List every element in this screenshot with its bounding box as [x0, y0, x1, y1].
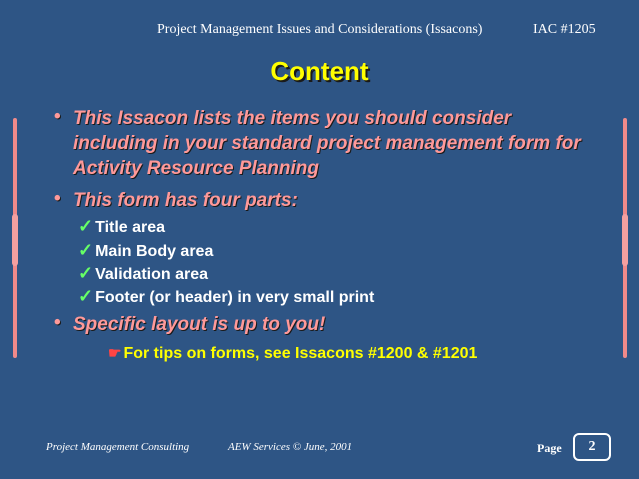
bullet-text: Specific layout is up to you! — [73, 314, 326, 335]
check-item — [78, 240, 213, 261]
header-title: Project Management Issues and Considerations (Issacons) — [157, 22, 483, 37]
page-number-box: 2 — [573, 433, 611, 461]
checkmark-icon: ✓ — [78, 240, 94, 260]
check-item — [78, 216, 165, 237]
bullet-text: This Issacon lists the items you should consider including in your standard project management form for Activity Resource Planning — [73, 108, 581, 179]
bullet-dot-icon: • — [54, 312, 61, 333]
check-item-text: Main Body area — [95, 243, 214, 260]
check-item-text: Title area — [95, 219, 166, 236]
footer-copyright: AEW Services © June, 2001 — [228, 441, 353, 453]
bullet-item — [54, 312, 325, 337]
tip-text: For tips on forms, see Issacons #1200 & #1201 — [123, 345, 478, 362]
check-item — [78, 286, 374, 307]
check-item-text: Footer (or header) in very small print — [95, 289, 375, 306]
page-label: Page — [537, 441, 562, 455]
bullet-item — [54, 188, 298, 213]
bullet-dot-icon: • — [54, 188, 61, 209]
header-code: IAC #1205 — [533, 22, 596, 37]
left-accent-bar-mid — [12, 214, 18, 266]
check-item-text: Validation area — [95, 266, 209, 283]
footer-company: Project Management Consulting — [46, 441, 190, 453]
pointing-hand-icon: ☛ — [108, 345, 122, 362]
checkmark-icon: ✓ — [78, 286, 94, 306]
check-item — [78, 263, 208, 284]
tip-line — [108, 344, 477, 363]
bullet-dot-icon: • — [54, 106, 61, 127]
right-accent-bar-mid — [622, 214, 628, 266]
bullet-text: This form has four parts: — [73, 190, 298, 211]
checkmark-icon: ✓ — [78, 216, 94, 236]
slide-title: Content — [270, 56, 369, 86]
bullet-item — [54, 106, 594, 181]
checkmark-icon: ✓ — [78, 263, 94, 283]
